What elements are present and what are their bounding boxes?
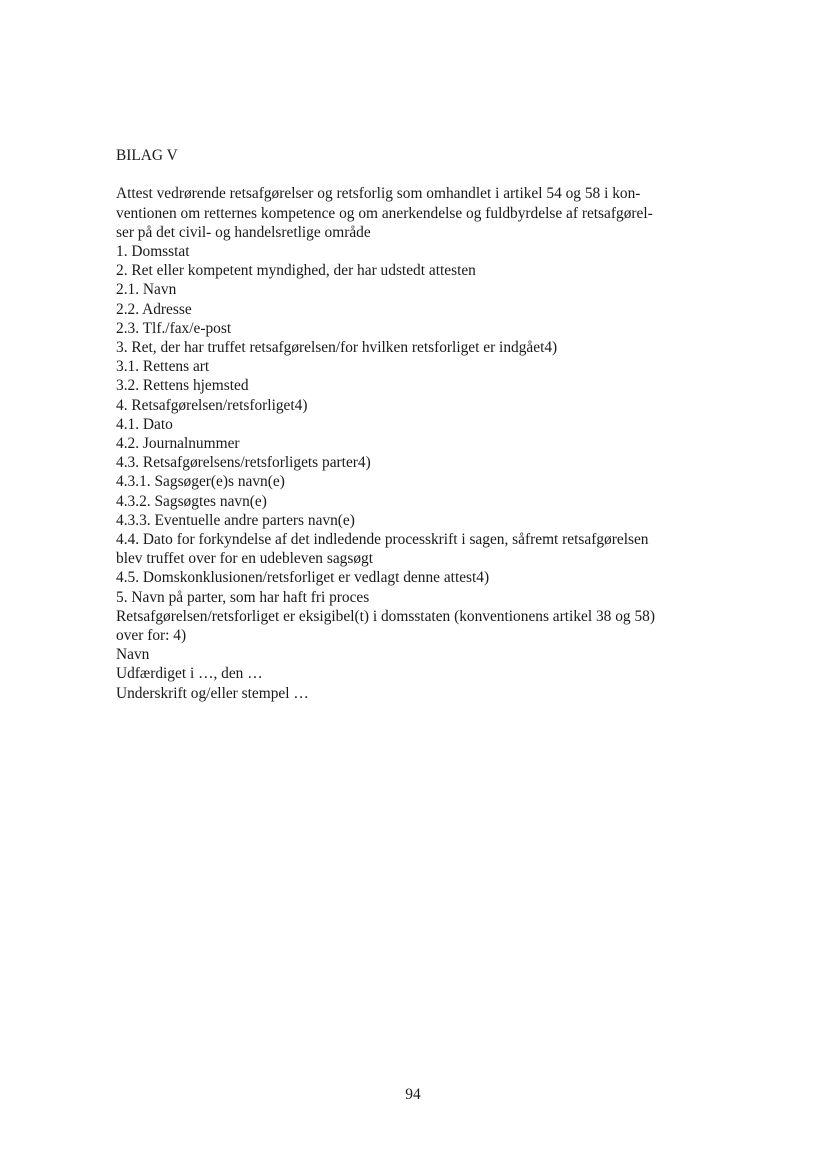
form-field-item: 4.5. Domskonklusionen/retsforliget er vedlagt denne attest4) <box>116 569 490 587</box>
form-field-item: 4.3.1. Sagsøger(e)s navn(e) <box>116 473 285 491</box>
form-field-item: 5. Navn på parter, som har haft fri proces <box>116 588 370 606</box>
form-field-item: 3.1. Rettens art <box>116 358 210 376</box>
document-body <box>116 146 708 703</box>
form-field-item: 3. Ret, der har truffet retsafgørelsen/for hvilken retsforliget er indgået4) <box>116 339 558 357</box>
certificate-title-line: ventionen om retternes kompetence og om anerkendelse og fuldbyrdelse af retsafgørel- <box>116 204 653 222</box>
signature-stamp-line: Underskrift og/eller stempel … <box>116 684 309 702</box>
form-field-item-service-date: blev truffet over for en udebleven sagsøgt <box>116 550 373 568</box>
certificate-title <box>116 184 708 242</box>
name-field: Navn <box>116 646 150 664</box>
page-number: 94 <box>405 1086 421 1103</box>
form-field-item: 4.3.3. Eventuelle andre parters navn(e) <box>116 511 355 529</box>
annex-heading: BILAG V <box>116 147 178 164</box>
form-field-item: 4. Retsafgørelsen/retsforliget4) <box>116 396 308 414</box>
form-field-item: 2.3. Tlf./fax/e-post <box>116 319 232 337</box>
form-field-item: 4.2. Journalnummer <box>116 435 240 453</box>
form-field-item: 4.3. Retsafgørelsens/retsforligets parter4) <box>116 454 371 472</box>
form-field-item: 1. Domsstat <box>116 243 190 260</box>
enforceability-statement: Retsafgørelsen/retsforliget er eksigibel(t) i domsstaten (konventionens artikel 38 og 58) <box>116 607 655 625</box>
form-field-item: 2. Ret eller kompetent myndighed, der har udstedt attesten <box>116 262 476 280</box>
form-field-list <box>116 242 708 703</box>
issued-place-date: Udfærdiget i …, den … <box>116 665 263 683</box>
certificate-title-line: Attest vedrørende retsafgørelser og retsforlig som omhandlet i artikel 54 og 58 i kon- <box>116 185 641 203</box>
form-field-item-service-date: 4.4. Dato for forkyndelse af det indledende processkrift i sagen, såfremt retsafgørelsen <box>116 531 649 549</box>
form-field-item: 4.3.2. Sagsøgtes navn(e) <box>116 492 267 510</box>
certificate-title-line: ser på det civil- og handelsretlige område <box>116 223 371 241</box>
form-field-item: 2.2. Adresse <box>116 300 192 318</box>
enforceability-statement: over for: 4) <box>116 627 187 645</box>
form-field-item: 2.1. Navn <box>116 281 177 299</box>
form-field-item: 4.1. Dato <box>116 415 173 433</box>
form-field-item: 3.2. Rettens hjemsted <box>116 377 249 395</box>
